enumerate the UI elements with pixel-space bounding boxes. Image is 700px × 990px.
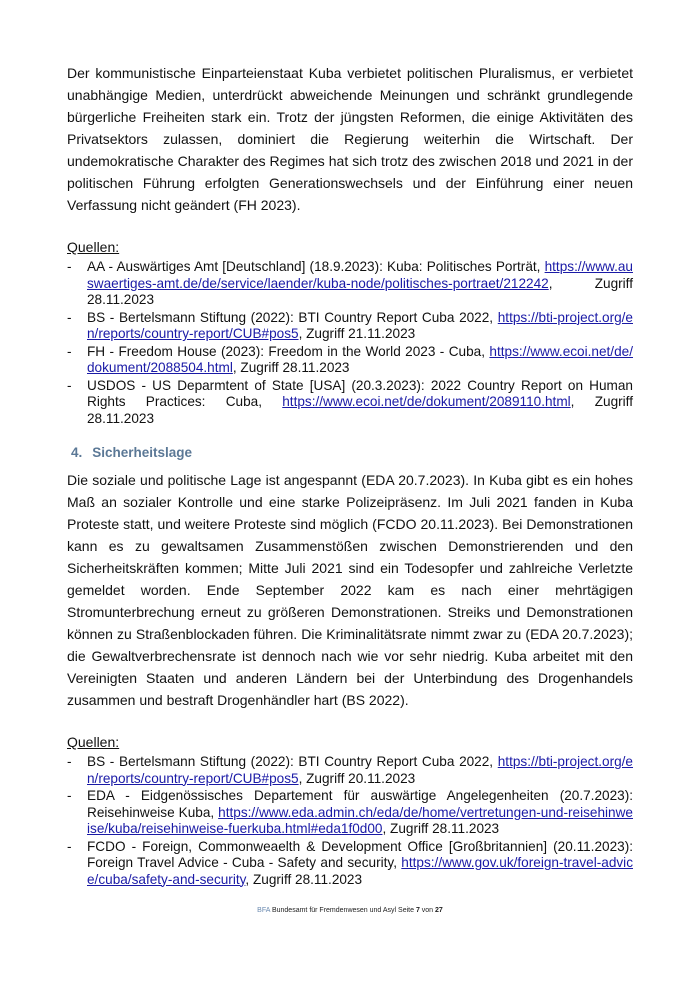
source-text: FCDO - Foreign, Commonweaelth & Development Office [Großbritannien] (20.11.2023): Foreign Travel Advice - Cuba - Safety and security, <box>87 838 633 870</box>
source-item: - EDA - Eidgenössisches Departement für auswärtige Angelegenheiten (20.7.2023): Reisehinweise Kuba, https://www.eda.admin.ch/eda/de/home/vertretungen-und-reisehinweise/kuba/reisehinweise-fuerkuba.html#eda1f0d00, Zugriff 28.11.2023 <box>67 788 633 836</box>
sources-list <box>67 754 633 888</box>
source-link[interactable]: https://www.auswaertiges-amt.de/de/service/laender/kuba-node/politisches-portraet/212242 <box>87 259 633 291</box>
source-access-date: , Zugriff 28.11.2023 <box>245 871 363 887</box>
footer-page-number: 7 <box>415 907 420 914</box>
source-access-date: , Zugriff 28.11.2023 <box>232 360 350 375</box>
footer-page-total: 27 <box>435 907 443 914</box>
document-page <box>67 62 633 889</box>
source-link[interactable]: https://www.ecoi.net/de/dokument/2089110.html <box>282 394 571 409</box>
section-number: 4. <box>71 445 83 460</box>
footer-text: Bundesamt für Fremdenwesen und Asyl Seite <box>270 907 416 914</box>
source-text: BS - Bertelsmann Stiftung (2022): BTI Country Report Cuba 2022, <box>87 309 498 325</box>
source-link[interactable]: https://bti-project.org/en/reports/country-report/CUB#pos5 <box>87 309 633 341</box>
paragraph-security-situation: Die soziale und politische Lage ist angespannt (EDA 20.7.2023). In Kuba gibt es ein hohes Maß an sozialer Kontrolle und eine starke Polizeipräsenz. Im Juli 2021 fanden in Kuba Proteste statt, und weitere Proteste sind möglich (FCDO 20.11.2023). Bei Demonstrationen kann es zu gewaltsamen Zusammenstößen zwischen Demonstrierenden und den Sicherheitskräften kommen; Mitte Juli 2021 sind ein Todesopfer und zahlreiche Verletzte gemeldet worden. Ende September 2022 kam es nach einer mehrtägigen Stromunterbrechung erneut zu größeren Demonstrationen. Streiks und Demonstrationen können zu Straßenblockaden führen. Die Kriminalitätsrate nimmt zwar zu (EDA 20.7.2023); die Gewaltverbrechensrate ist dennoch nach wie vor sehr niedrig. Kuba arbeitet mit den Vereinigten Staaten und anderen Ländern bei der Unterbindung des Drogenhandels zusammen und bestraft Drogenhändler hart (BS 2022). <box>67 472 633 708</box>
source-text: BS - Bertelsmann Stiftung (2022): BTI Country Report Cuba 2022, <box>87 754 498 769</box>
source-link[interactable]: https://www.gov.uk/foreign-travel-advice/cuba/safety-and-security <box>87 855 633 887</box>
source-access-date: , Zugriff 20.11.2023 <box>298 770 416 786</box>
section-title: Sicherheitslage <box>92 445 193 460</box>
sources-heading: Quellen: <box>67 239 120 255</box>
source-text: AA - Auswärtiges Amt [Deutschland] (18.9.2023): Kuba: Politisches Porträt, <box>87 259 545 274</box>
footer-of: von <box>419 907 436 914</box>
paragraph-political-system: Der kommunistische Einparteienstaat Kuba verbietet politischen Pluralismus, er verbietet unabhängige Medien, unterdrückt abweichende Meinungen und schränkt grundlegende bürgerliche Freiheiten stark ein. Trotz der jüngsten Reformen, die einige Aktivitäten des Privatsektors zulassen, dominiert die Regierung weiterhin die Wirtschaft. Der undemokratische Charakter des Regimes hat sich trotz des zwischen 2018 und 2021 in der politischen Führung erfolgten Generationswechsels und der Einführung einer neuen Verfassung nicht geändert (FH 2023). <box>67 65 633 213</box>
source-link[interactable]: https://www.ecoi.net/de/dokument/2088504.html <box>87 343 633 375</box>
source-access-date: , Zugriff 28.11.2023 <box>87 275 633 307</box>
source-link[interactable]: https://www.eda.admin.ch/eda/de/home/vertretungen-und-reisehinweise/kuba/reisehinweise-fuerkuba.html#eda1f0d00 <box>87 804 633 836</box>
section-heading-sicherheitslage <box>71 445 633 460</box>
source-link[interactable]: https://bti-project.org/en/reports/country-report/CUB#pos5 <box>87 754 633 786</box>
source-item: - BS - Bertelsmann Stiftung (2022): BTI Country Report Cuba 2022, https://bti-project.org/en/reports/country-report/CUB#pos5, Zugriff 20.11.2023 <box>67 754 633 786</box>
source-access-date: , Zugriff 21.11.2023 <box>298 326 416 341</box>
footer-brand: BFA <box>257 907 271 914</box>
source-access-date: , Zugriff 28.11.2023 <box>382 821 500 836</box>
page-footer <box>0 907 700 914</box>
source-item: - AA - Auswärtiges Amt [Deutschland] (18.9.2023): Kuba: Politisches Porträt, https://www.auswaertiges-amt.de/de/service/laender/kuba-node/politisches-portraet/212242, Zugriff 28.11.2023 <box>67 259 633 307</box>
source-item: - USDOS - US Deparmtent of State [USA] (20.3.2023): 2022 Country Report on Human Rights Practices: Cuba, https://www.ecoi.net/de/dokument/2089110.html, Zugriff 28.11.2023 <box>67 377 633 426</box>
source-access-date: , Zugriff 28.11.2023 <box>87 394 633 426</box>
sources-list <box>67 259 633 427</box>
source-text: FH - Freedom House (2023): Freedom in the World 2023 - Cuba, <box>87 343 490 359</box>
source-text: EDA - Eidgenössisches Departement für auswärtige Angelegenheiten (20.7.2023): Reisehinweise Kuba, <box>87 788 633 820</box>
source-item: - FCDO - Foreign, Commonweaelth & Development Office [Großbritannien] (20.11.2023): Foreign Travel Advice - Cuba - Safety and security, https://www.gov.uk/foreign-travel-advice/cuba/safety-and-security, Zugriff 28.11.2023 <box>67 838 633 887</box>
source-text: USDOS - US Deparmtent of State [USA] (20.3.2023): 2022 Country Report on Human Rights Practices: Cuba, <box>87 377 633 409</box>
source-item: - BS - Bertelsmann Stiftung (2022): BTI Country Report Cuba 2022, https://bti-project.org/en/reports/country-report/CUB#pos5, Zugriff 21.11.2023 <box>67 309 633 341</box>
source-item: - FH - Freedom House (2023): Freedom in the World 2023 - Cuba, https://www.ecoi.net/de/dokument/2088504.html, Zugriff 28.11.2023 <box>67 343 633 375</box>
sources-heading: Quellen: <box>67 734 120 750</box>
